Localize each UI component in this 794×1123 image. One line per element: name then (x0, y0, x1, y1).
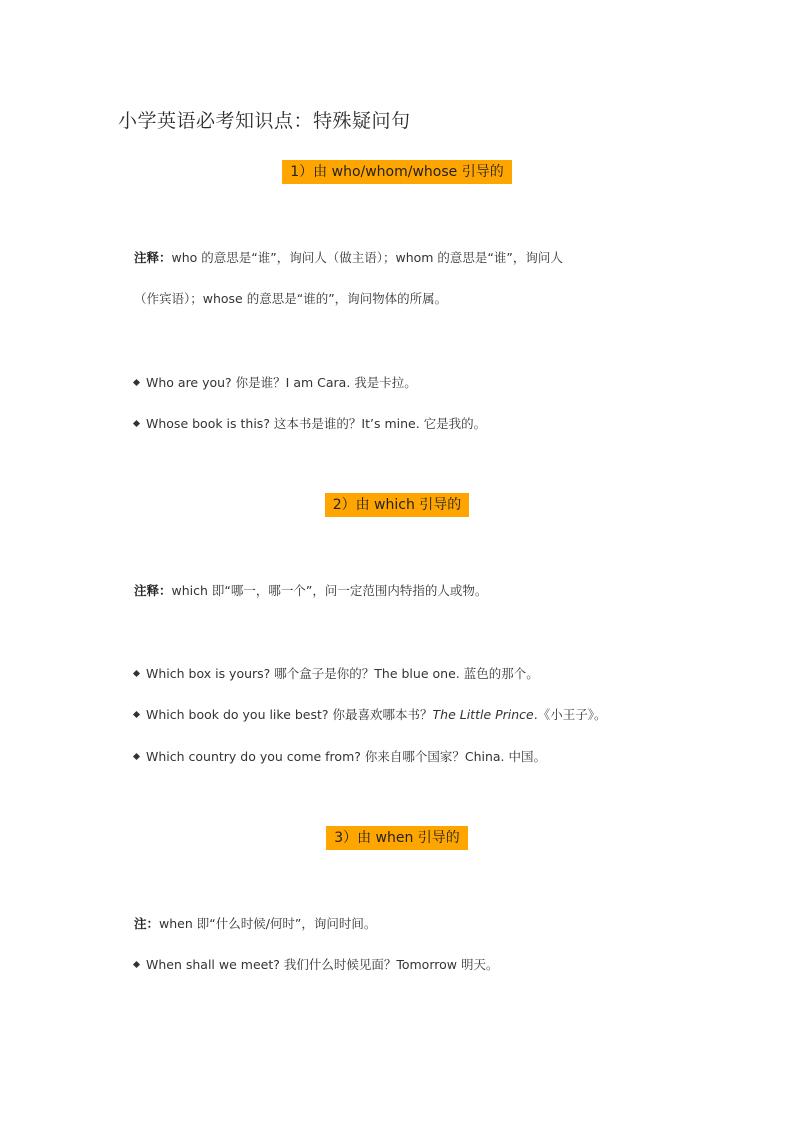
example-which-3 (134, 747, 546, 765)
section-heading-who (0, 160, 794, 184)
example-text: Who are you? 你是谁？I am Cara. 我是卡拉。 (146, 375, 417, 390)
example-which-1 (134, 664, 539, 682)
example-who-2 (134, 414, 486, 432)
page-title: 小学英语必考知识点：特殊疑问句 (118, 110, 411, 132)
section-heading-when (0, 826, 794, 850)
example-text: Which country do you come from? 你来自哪个国家？China. 中国。 (146, 749, 547, 764)
bullet-diamond-icon (133, 711, 140, 718)
heading-label: 3）由 when 引导的 (326, 826, 468, 850)
heading-label: 2）由 which 引导的 (325, 493, 470, 517)
example-which-2 (134, 705, 606, 723)
bullet-diamond-icon (133, 670, 140, 677)
note-text: when 即“什么时候/何时”，询问时间。 (159, 916, 377, 931)
note-text: who 的意思是“谁”，询问人（做主语）；whom 的意思是“谁”，询问人 (171, 250, 563, 265)
example-who-1 (134, 373, 417, 391)
section-heading-which (0, 493, 794, 517)
note-text: which 即“哪一，哪一个”，问一定范围内特指的人或物。 (171, 583, 488, 598)
example-when-1 (134, 955, 498, 973)
note-label: 注释： (134, 583, 172, 598)
bullet-diamond-icon (133, 753, 140, 760)
note-label: 注释： (134, 250, 172, 265)
example-text: When shall we meet? 我们什么时候见面？Tomorrow 明天。 (146, 957, 499, 972)
bullet-diamond-icon (133, 961, 140, 968)
heading-label: 1）由 who/whom/whose 引导的 (282, 160, 511, 184)
note-who-line-2 (134, 289, 447, 307)
bullet-diamond-icon (133, 420, 140, 427)
note-label: 注： (134, 916, 160, 931)
example-text-after: .《小王子》。 (533, 707, 607, 722)
example-text: Whose book is this? 这本书是谁的？It’s mine. 它是我的。 (146, 416, 487, 431)
book-title: The Little Prince (432, 707, 534, 722)
note-text: （作宾语）；whose 的意思是“谁的”，询问物体的所属。 (134, 291, 448, 306)
bullet-diamond-icon (133, 379, 140, 386)
example-text: Which box is yours? 哪个盒子是你的？The blue one. 蓝色的那个。 (146, 666, 539, 681)
example-text-before: Which book do you like best? 你最喜欢哪本书？ (146, 707, 433, 722)
note-which (134, 581, 487, 599)
note-when (134, 914, 376, 932)
note-who-line-1 (134, 248, 563, 266)
